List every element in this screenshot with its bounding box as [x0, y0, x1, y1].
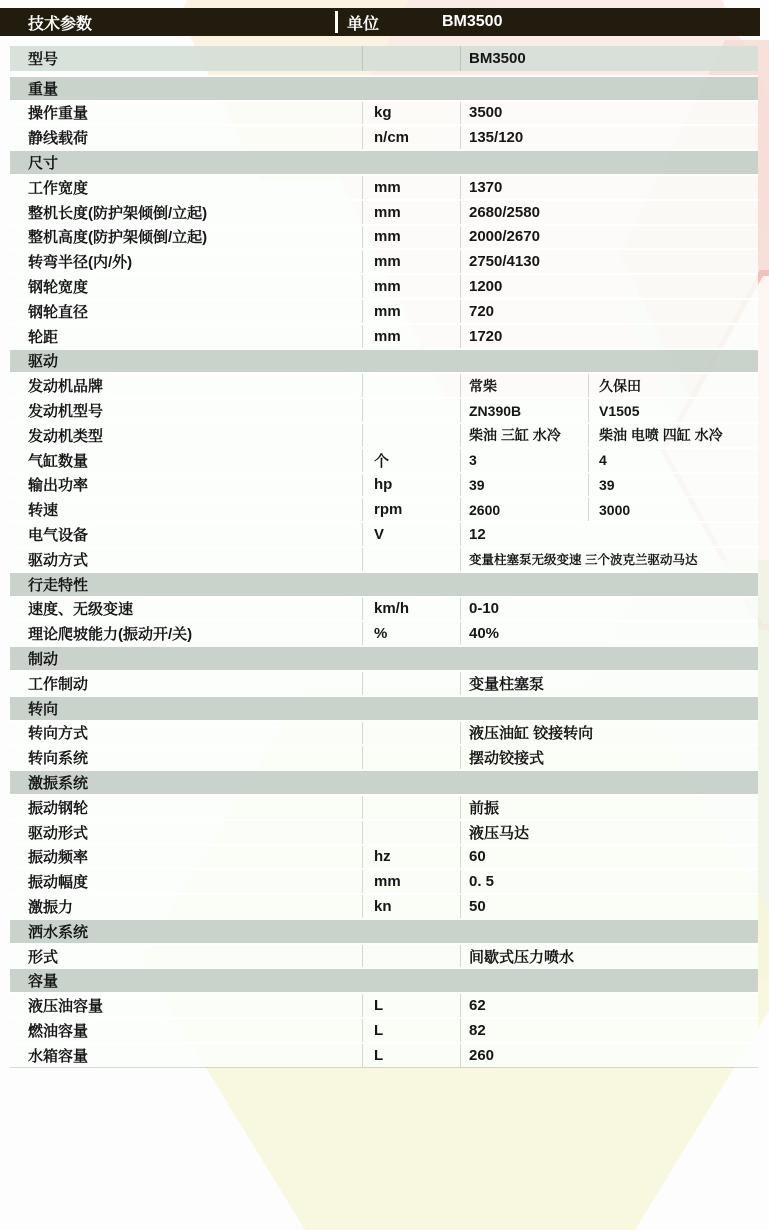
value-primary: 2600 — [460, 498, 588, 521]
unit-label — [362, 548, 460, 571]
spec-row — [10, 273, 758, 298]
value-text: 2000/2670 — [460, 226, 758, 249]
spec-rows — [10, 75, 758, 1067]
unit-label: L — [362, 1044, 460, 1067]
value-text: 82 — [460, 1019, 758, 1042]
spec-row — [10, 372, 758, 397]
section-label: 制动 — [28, 651, 59, 669]
value-secondary: 3000 — [588, 498, 758, 521]
spec-row — [10, 1042, 758, 1067]
section-header-row — [10, 348, 758, 373]
value-text: 260 — [460, 1044, 758, 1067]
param-label: 振动幅度 — [28, 874, 89, 892]
unit-cell — [362, 46, 460, 71]
spec-row — [10, 100, 758, 125]
section-label: 激振系统 — [28, 775, 89, 792]
unit-label — [362, 796, 460, 819]
unit-label: mm — [362, 226, 460, 249]
unit-label — [362, 672, 460, 695]
value-text: 62 — [460, 994, 758, 1017]
param-label: 发动机品牌 — [28, 378, 104, 396]
param-label: 转弯半径(内/外) — [28, 254, 133, 272]
value-text: 变量柱塞泵 — [460, 672, 758, 695]
section-label: 洒水系统 — [28, 923, 89, 941]
header-title: 技术参数 — [28, 15, 93, 33]
param-label: 型号 — [28, 50, 59, 68]
table-bottom-border — [10, 1067, 758, 1068]
value-text: 液压马达 — [460, 821, 758, 844]
value-primary: 39 — [460, 474, 588, 497]
param-label: 工作制动 — [28, 675, 89, 693]
unit-label: mm — [362, 176, 460, 199]
spec-row — [10, 422, 758, 447]
unit-label: V — [362, 523, 460, 546]
value-secondary: V1505 — [588, 399, 758, 422]
section-header-row — [10, 769, 758, 794]
value-text: 1370 — [460, 176, 758, 199]
unit-label — [362, 399, 460, 422]
param-label: 钢轮宽度 — [28, 279, 89, 297]
value-secondary: 柴油 电喷 四缸 水冷 — [588, 424, 758, 447]
unit-label: hp — [362, 474, 460, 497]
value-secondary: 39 — [588, 474, 758, 497]
param-label: 静线载荷 — [28, 130, 89, 148]
spec-row — [10, 943, 758, 968]
value-text: 前振 — [460, 796, 758, 819]
param-label: 燃油容量 — [28, 1022, 89, 1040]
spec-row — [10, 1017, 758, 1042]
value-text: 0-10 — [460, 598, 758, 621]
unit-label: mm — [362, 250, 460, 273]
unit-label: hz — [362, 846, 460, 869]
spec-row — [10, 893, 758, 918]
unit-label: % — [362, 622, 460, 645]
value-text: 1720 — [460, 325, 758, 348]
param-label: 工作宽度 — [28, 179, 89, 197]
param-label: 气缸数量 — [28, 452, 89, 470]
param-label: 转向系统 — [28, 750, 89, 768]
value-text: 0. 5 — [460, 870, 758, 893]
section-header-row — [10, 571, 758, 596]
param-label: 整机长度(防护架倾倒/立起) — [28, 204, 208, 222]
value-text: 12 — [460, 523, 758, 546]
unit-label: mm — [362, 275, 460, 298]
value-text: 50 — [460, 895, 758, 918]
spec-row — [10, 248, 758, 273]
spec-row — [10, 472, 758, 497]
param-label: 理论爬坡能力(振动开/关) — [28, 626, 193, 644]
unit-label: mm — [362, 870, 460, 893]
table-header — [0, 8, 760, 36]
value-text: 2750/4130 — [460, 250, 758, 273]
spec-row — [10, 744, 758, 769]
spec-row — [10, 844, 758, 869]
section-header-row — [10, 75, 758, 100]
spec-row — [10, 819, 758, 844]
unit-label: L — [362, 994, 460, 1017]
unit-label — [362, 821, 460, 844]
param-label: 液压油容量 — [28, 998, 104, 1016]
spec-row — [10, 397, 758, 422]
param-label: 水箱容量 — [28, 1047, 89, 1065]
value-text: 1200 — [460, 275, 758, 298]
section-label: 重量 — [28, 80, 59, 98]
value-primary: 柴油 三缸 水冷 — [460, 424, 588, 447]
spec-row — [10, 992, 758, 1017]
section-label: 行走特性 — [28, 576, 89, 594]
header-model-label: BM3500 — [442, 13, 503, 30]
value-text: 摆动铰接式 — [460, 746, 758, 769]
spec-row — [10, 868, 758, 893]
spec-row — [10, 174, 758, 199]
unit-label: mm — [362, 201, 460, 224]
value-primary: 常柴 — [460, 374, 588, 397]
param-label: 整机高度(防护架倾倒/立起) — [28, 229, 208, 247]
param-label: 激振力 — [28, 898, 74, 916]
unit-label: L — [362, 1019, 460, 1042]
value-secondary: 久保田 — [588, 374, 758, 397]
param-label: 发动机类型 — [28, 427, 104, 445]
spec-row — [10, 620, 758, 645]
spec-row — [10, 124, 758, 149]
spec-row — [10, 720, 758, 745]
param-label: 电气设备 — [28, 527, 89, 545]
value-primary: 3 — [460, 449, 588, 472]
spec-row — [10, 496, 758, 521]
spec-row — [10, 521, 758, 546]
value-text: BM3500 — [460, 46, 758, 71]
value-text: 间歇式压力喷水 — [460, 945, 758, 968]
unit-label: 个 — [362, 449, 460, 472]
spec-row — [10, 224, 758, 249]
unit-label: kg — [362, 102, 460, 125]
param-label: 输出功率 — [28, 477, 89, 495]
param-label: 轮距 — [28, 328, 59, 346]
section-header-row — [10, 918, 758, 943]
header-unit-label: 单位 — [347, 15, 380, 33]
value-text: 液压油缸 铰接转向 — [460, 722, 758, 745]
section-label: 容量 — [28, 973, 59, 991]
param-label: 驱动形式 — [28, 824, 89, 842]
value-text: 变量柱塞泵无级变速 三个波克兰驱动马达 — [460, 548, 758, 571]
table-body — [10, 46, 758, 1067]
value-text: 135/120 — [460, 126, 758, 149]
spec-row — [10, 546, 758, 571]
value-text: 3500 — [460, 102, 758, 125]
spec-row — [10, 199, 758, 224]
section-label: 转向 — [28, 700, 59, 718]
param-label: 发动机型号 — [28, 403, 104, 421]
section-label: 尺寸 — [28, 155, 59, 173]
spec-row — [10, 670, 758, 695]
spec-row — [10, 447, 758, 472]
section-header-row — [10, 695, 758, 720]
spec-row — [10, 323, 758, 348]
value-text: 720 — [460, 300, 758, 323]
unit-label: n/cm — [362, 126, 460, 149]
param-label: 驱动方式 — [28, 551, 89, 569]
model-row — [10, 46, 758, 71]
unit-label — [362, 374, 460, 397]
param-label: 钢轮直径 — [28, 303, 89, 321]
param-label: 速度、无级变速 — [28, 601, 134, 619]
unit-label: rpm — [362, 498, 460, 521]
param-label: 转向方式 — [28, 725, 89, 743]
spec-row — [10, 298, 758, 323]
param-label: 操作重量 — [28, 105, 89, 123]
param-label: 转速 — [28, 502, 59, 520]
unit-label: kn — [362, 895, 460, 918]
value-text: 2680/2580 — [460, 201, 758, 224]
value-primary: ZN390B — [460, 399, 588, 422]
section-header-row — [10, 645, 758, 670]
value-text: 60 — [460, 846, 758, 869]
unit-label: mm — [362, 300, 460, 323]
unit-label — [362, 722, 460, 745]
section-header-row — [10, 149, 758, 174]
unit-label: km/h — [362, 598, 460, 621]
spec-row — [10, 794, 758, 819]
unit-label: mm — [362, 325, 460, 348]
param-label: 振动钢轮 — [28, 799, 89, 817]
unit-label — [362, 746, 460, 769]
section-label: 驱动 — [28, 353, 59, 371]
value-secondary: 4 — [588, 449, 758, 472]
unit-label — [362, 424, 460, 447]
param-label: 形式 — [28, 948, 59, 966]
unit-label — [362, 945, 460, 968]
section-header-row — [10, 967, 758, 992]
spec-row — [10, 596, 758, 621]
value-text: 40% — [460, 622, 758, 645]
param-label: 振动频率 — [28, 849, 89, 867]
